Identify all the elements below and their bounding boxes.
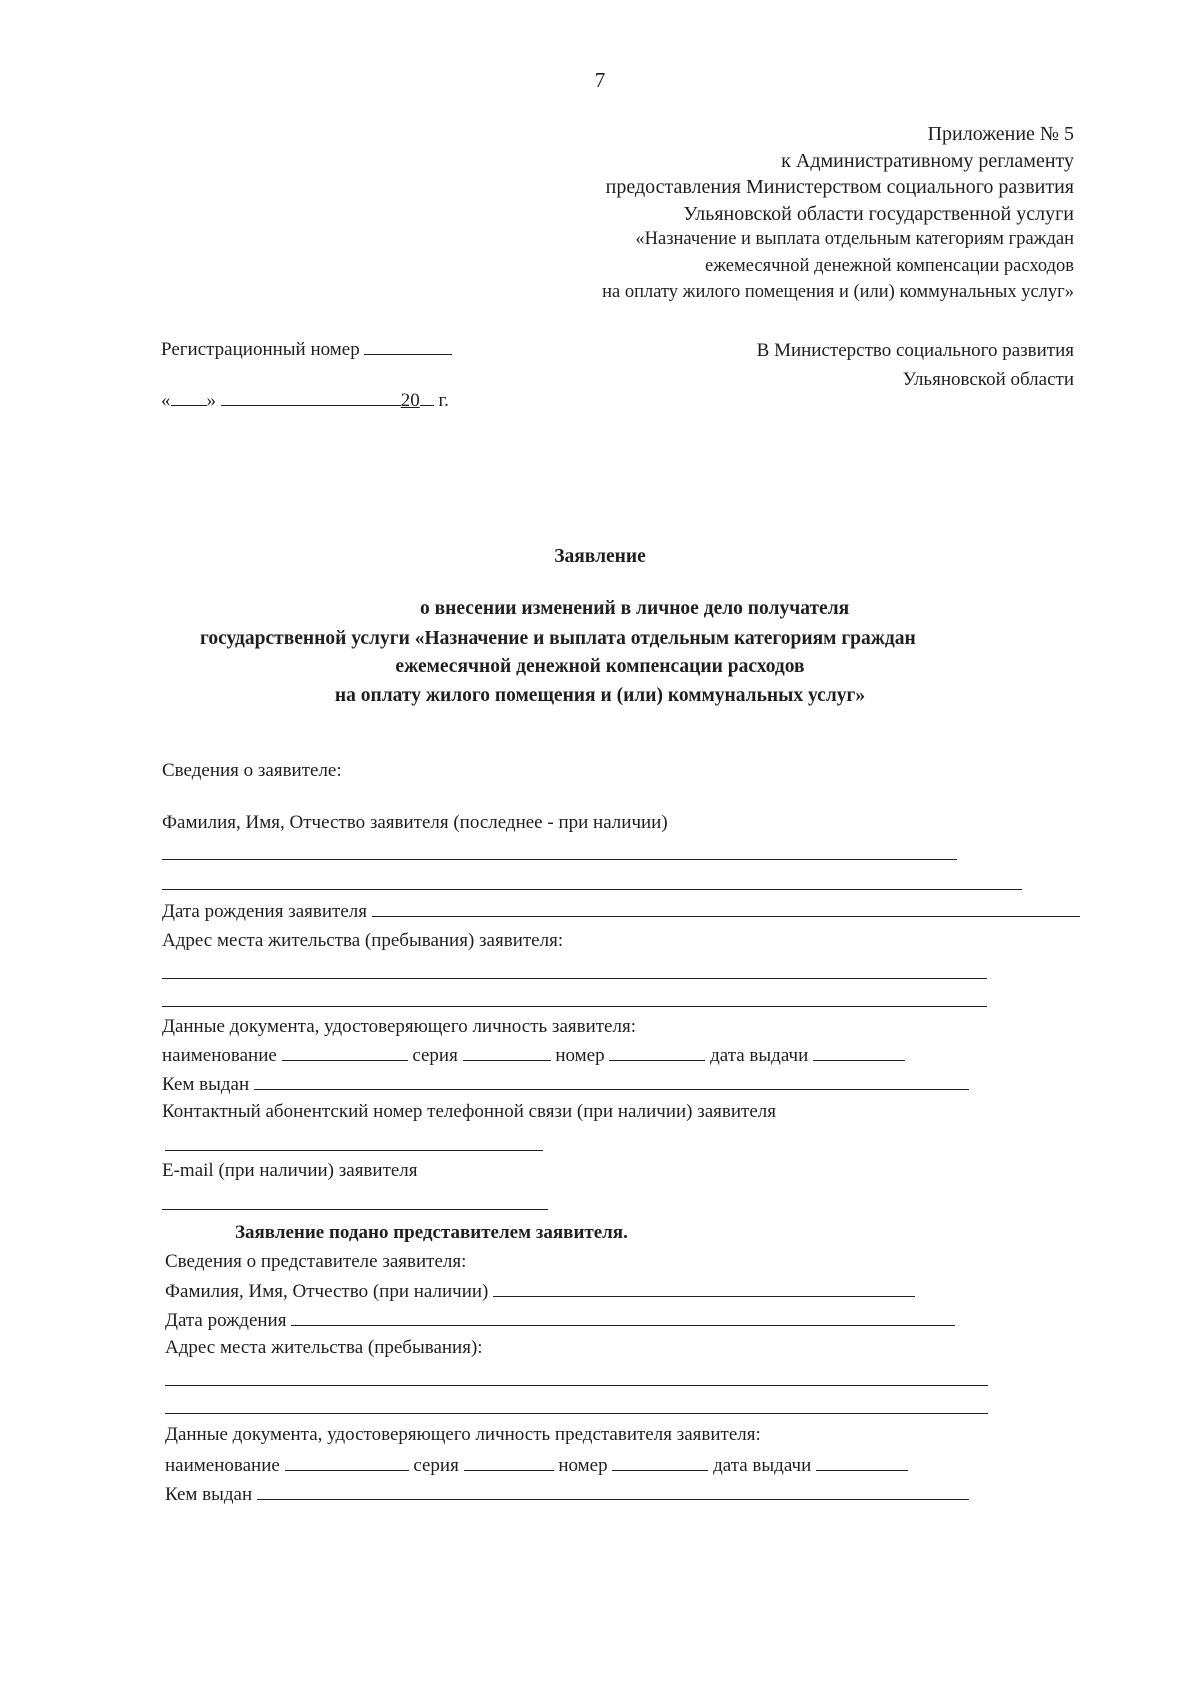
addressee-line: Ульяновской области	[902, 369, 1074, 390]
applicant-series-label: серия	[412, 1045, 458, 1066]
appendix-block	[602, 122, 1074, 308]
applicant-birth-date-label: Дата рождения заявителя	[162, 901, 367, 922]
applicant-full-name-field-2[interactable]	[162, 889, 1022, 890]
applicant-address-field-2[interactable]	[162, 1006, 987, 1007]
registration-date-row	[161, 389, 449, 413]
appendix-line: Ульяновской области государственной услуги	[683, 202, 1074, 225]
page-number: 7	[594, 68, 606, 92]
applicant-doc-name-field[interactable]	[282, 1044, 408, 1061]
applicant-email-label: E-mail (при наличии) заявителя	[162, 1160, 418, 1181]
title-line: на оплату жилого помещения и (или) коммунальных услуг»	[334, 685, 866, 706]
date-year-prefix: 20	[400, 390, 420, 411]
representative-series-label: серия	[413, 1455, 459, 1476]
appendix-line: предоставления Министерством социального развития	[605, 176, 1074, 198]
representative-doc-name-label: наименование	[165, 1455, 280, 1476]
applicant-doc-name-label: наименование	[162, 1045, 277, 1066]
representative-issued-by-label: Кем выдан	[165, 1484, 253, 1505]
applicant-issue-date-label: дата выдачи	[710, 1045, 809, 1066]
applicant-address-field[interactable]	[162, 978, 987, 979]
registration-number-label: Регистрационный номер	[161, 339, 360, 360]
representative-doc-row	[165, 1454, 908, 1478]
appendix-line: к Административному регламенту	[781, 149, 1074, 172]
applicant-birth-date-row	[162, 900, 1080, 924]
applicant-phone-field[interactable]	[165, 1150, 543, 1151]
applicant-number-label: номер	[555, 1045, 605, 1066]
applicant-number-field[interactable]	[609, 1044, 705, 1061]
representative-section-label: Сведения о представителе заявителя:	[165, 1251, 467, 1272]
date-month-field[interactable]	[221, 389, 401, 406]
applicant-full-name-field[interactable]	[162, 859, 957, 860]
representative-birth-date-label: Дата рождения	[165, 1310, 287, 1331]
representative-doc-name-field[interactable]	[285, 1454, 409, 1471]
date-day-field[interactable]	[171, 389, 207, 406]
registration-number-field[interactable]	[364, 338, 452, 355]
representative-number-field[interactable]	[612, 1454, 708, 1471]
representative-issue-date-label: дата выдачи	[713, 1455, 812, 1476]
applicant-issued-by-label: Кем выдан	[162, 1074, 250, 1095]
representative-full-name-label: Фамилия, Имя, Отчество (при наличии)	[165, 1281, 489, 1302]
title-line: о внесении изменений в личное дело получателя	[420, 598, 850, 619]
document-title: Заявление	[554, 546, 646, 567]
applicant-phone-label: Контактный абонентский номер телефонной связи (при наличии) заявителя	[162, 1101, 777, 1122]
representative-address-label: Адрес места жительства (пребывания):	[165, 1337, 483, 1358]
representative-number-label: номер	[558, 1455, 608, 1476]
representative-issue-date-field[interactable]	[816, 1454, 908, 1471]
applicant-series-field[interactable]	[463, 1044, 551, 1061]
addressee-block	[757, 340, 1074, 398]
applicant-issue-date-field[interactable]	[813, 1044, 905, 1061]
representative-birth-date-field[interactable]	[291, 1309, 955, 1326]
title-line: ежемесячной денежной компенсации расходов	[395, 656, 805, 677]
representative-id-doc-label: Данные документа, удостоверяющего личность представителя заявителя:	[165, 1424, 761, 1445]
applicant-full-name-label: Фамилия, Имя, Отчество заявителя (последнее - при наличии)	[162, 812, 668, 833]
registration-number-row	[161, 338, 452, 362]
representative-heading: Заявление подано представителем заявителя.	[235, 1222, 628, 1243]
representative-issued-by-row	[165, 1483, 969, 1507]
date-close-quote: »	[206, 390, 216, 411]
applicant-email-field[interactable]	[162, 1209, 548, 1210]
date-year-suffix: г.	[438, 390, 449, 411]
date-year-field[interactable]	[420, 389, 434, 406]
appendix-line: «Назначение и выплата отдельным категориям граждан	[635, 229, 1074, 249]
representative-birth-date-row	[165, 1309, 955, 1333]
appendix-line: ежемесячной денежной компенсации расходов	[705, 255, 1074, 276]
representative-full-name-field[interactable]	[493, 1280, 915, 1297]
applicant-birth-date-field[interactable]	[372, 900, 1080, 917]
title-line: государственной услуги «Назначение и выплата отдельным категориям граждан	[200, 628, 916, 649]
applicant-issued-by-row	[162, 1073, 969, 1097]
applicant-id-doc-label: Данные документа, удостоверяющего личность заявителя:	[162, 1016, 636, 1037]
date-open-quote: «	[161, 390, 171, 411]
applicant-section-label: Сведения о заявителе:	[162, 760, 342, 781]
representative-address-field[interactable]	[165, 1385, 988, 1386]
representative-full-name-row	[165, 1280, 915, 1304]
applicant-doc-row	[162, 1044, 905, 1068]
representative-series-field[interactable]	[464, 1454, 554, 1471]
applicant-address-label: Адрес места жительства (пребывания) заявителя:	[162, 930, 564, 951]
addressee-line: В Министерство социального развития	[756, 340, 1074, 361]
appendix-line: на оплату жилого помещения и (или) коммунальных услуг»	[602, 282, 1074, 302]
representative-address-field-2[interactable]	[165, 1413, 988, 1414]
applicant-issued-by-field[interactable]	[254, 1073, 969, 1090]
representative-issued-by-field[interactable]	[257, 1483, 969, 1500]
appendix-line: Приложение № 5	[927, 123, 1074, 145]
